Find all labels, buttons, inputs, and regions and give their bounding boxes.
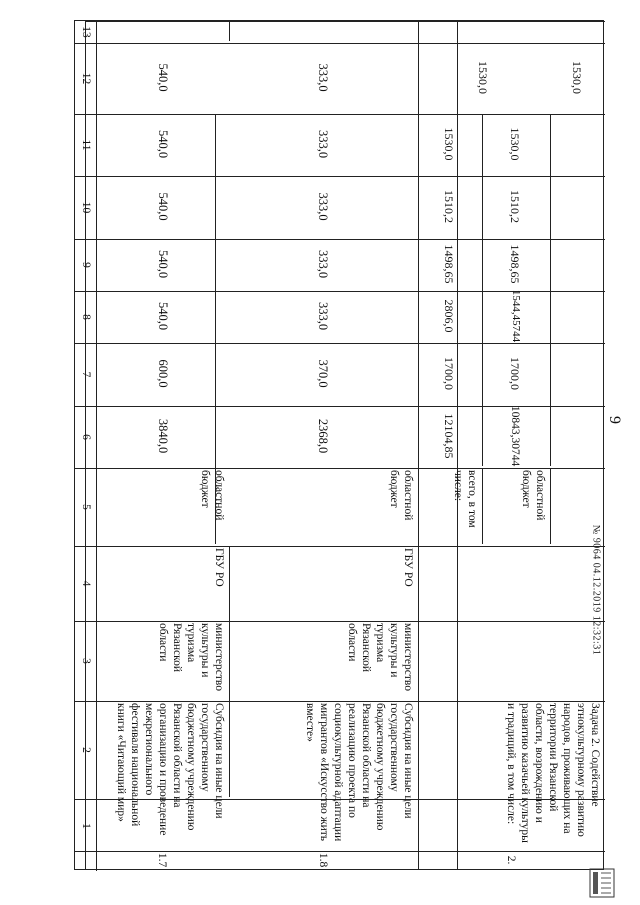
header-cell-1: 1 xyxy=(80,823,93,829)
header-cell-11: 11 xyxy=(80,139,93,151)
row-2-total-a: 12104,85 xyxy=(442,413,457,459)
header-cell-8: 8 xyxy=(80,314,93,320)
row-1-8-y2024: 333,0 xyxy=(316,63,331,92)
row-1-7-total: 3840,0 xyxy=(155,418,170,454)
row-1-8-num: 1.8 xyxy=(316,852,329,868)
row-2-name: Задача 2. Содействие этнокультурному развитию народов, проживающих на территории Рязанской области, возрождению и развитию казачьей культуры и традиций, в том числе: xyxy=(504,703,601,843)
row-1-7-y2022: 540,0 xyxy=(155,192,170,221)
row-1-8-y2021: 333,0 xyxy=(316,249,331,279)
row-2-y2021-a: 1498,65 xyxy=(442,244,457,284)
row-1-8-org: министерство культуры и туризма Рязанской области xyxy=(345,623,414,691)
row-2-y2022-b: 1510,2 xyxy=(508,190,523,223)
row-1-7-y2023: 540,0 xyxy=(155,129,170,159)
row-2-y2022-a: 1510,2 xyxy=(442,190,457,223)
row-2-y2024-b: 1530,0 xyxy=(569,61,584,94)
table-body-rest xyxy=(74,20,604,870)
row-1-8-name: Субсидия на иные цели государственному бюджетному учреждению Рязанской области на реализацию проекта по социокультурной адаптации мигрантов «Искусство жить вместе» xyxy=(303,703,414,842)
header-cell-5: 5 xyxy=(80,504,93,510)
row-1-8-y2019: 370,0 xyxy=(316,359,331,388)
row-2-y2023-a: 1530,0 xyxy=(442,127,457,161)
row-1-7-y2021: 540,0 xyxy=(155,249,170,279)
row-2-num: 2. xyxy=(504,855,517,865)
row-1-7-num: 1.7 xyxy=(156,852,169,868)
header-cell-2: 2 xyxy=(80,747,93,753)
row-1-8-y2022: 333,0 xyxy=(316,192,331,221)
row-2-total-b: 10843,30744 xyxy=(509,405,522,467)
header-cell-12: 12 xyxy=(80,72,93,85)
row-1-7-org: министерство культуры и туризма Рязанской области xyxy=(156,623,225,691)
row-2-y2019-a: 1700,0 xyxy=(442,357,457,390)
row-2-y2024: 1530,0 xyxy=(476,61,491,94)
header-cell-9: 9 xyxy=(80,262,93,268)
row-2-y2023-b: 1530,0 xyxy=(508,127,523,161)
row-1-8-source: областной бюджет xyxy=(387,470,414,521)
header-cell-7: 7 xyxy=(80,371,93,378)
row-1-7-y2020: 540,0 xyxy=(155,301,170,331)
row-1-8-y2020: 333,0 xyxy=(316,301,331,331)
row-1-8-y2023: 333,0 xyxy=(316,129,331,159)
row-2-source-b: областной бюджет xyxy=(519,470,546,521)
header-cell-10: 10 xyxy=(80,201,93,214)
header-cell-6: 6 xyxy=(80,434,93,440)
document-logo-icon xyxy=(589,868,615,898)
header-cell-3: 3 xyxy=(80,658,93,664)
row-1-7-y2019: 600,0 xyxy=(155,359,170,388)
row-1-8-exec: ГБУ РО xyxy=(402,548,414,587)
row-2-y2020-a: 2806,0 xyxy=(442,299,457,333)
row-1-7-name: Субсидия на иные цели государственному бюджетному учреждению Рязанской области на организацию и проведение межрегионального фестиваля национальной книги «Читающий мир» xyxy=(114,703,225,836)
row-2-source-a: всего, в том числе: xyxy=(451,470,478,528)
registration-stamp: № 9064 04.12.2019 12:32:31 xyxy=(590,524,602,656)
row-1-7-exec: ГБУ РО xyxy=(213,548,225,587)
row-2-y2019-b: 1700,0 xyxy=(508,357,523,390)
row-1-7-y2024: 540,0 xyxy=(155,63,170,92)
row-2-y2020-b: 1544,45744 xyxy=(509,290,522,342)
row-1-7-source: областной бюджет xyxy=(198,470,225,521)
header-cell-4: 4 xyxy=(80,580,93,587)
row-1-8-total: 2368,0 xyxy=(316,418,331,454)
row-2-y2021-b: 1498,65 xyxy=(508,244,523,284)
page-number: 9 xyxy=(606,416,623,424)
header-cell-13: 13 xyxy=(80,26,93,38)
